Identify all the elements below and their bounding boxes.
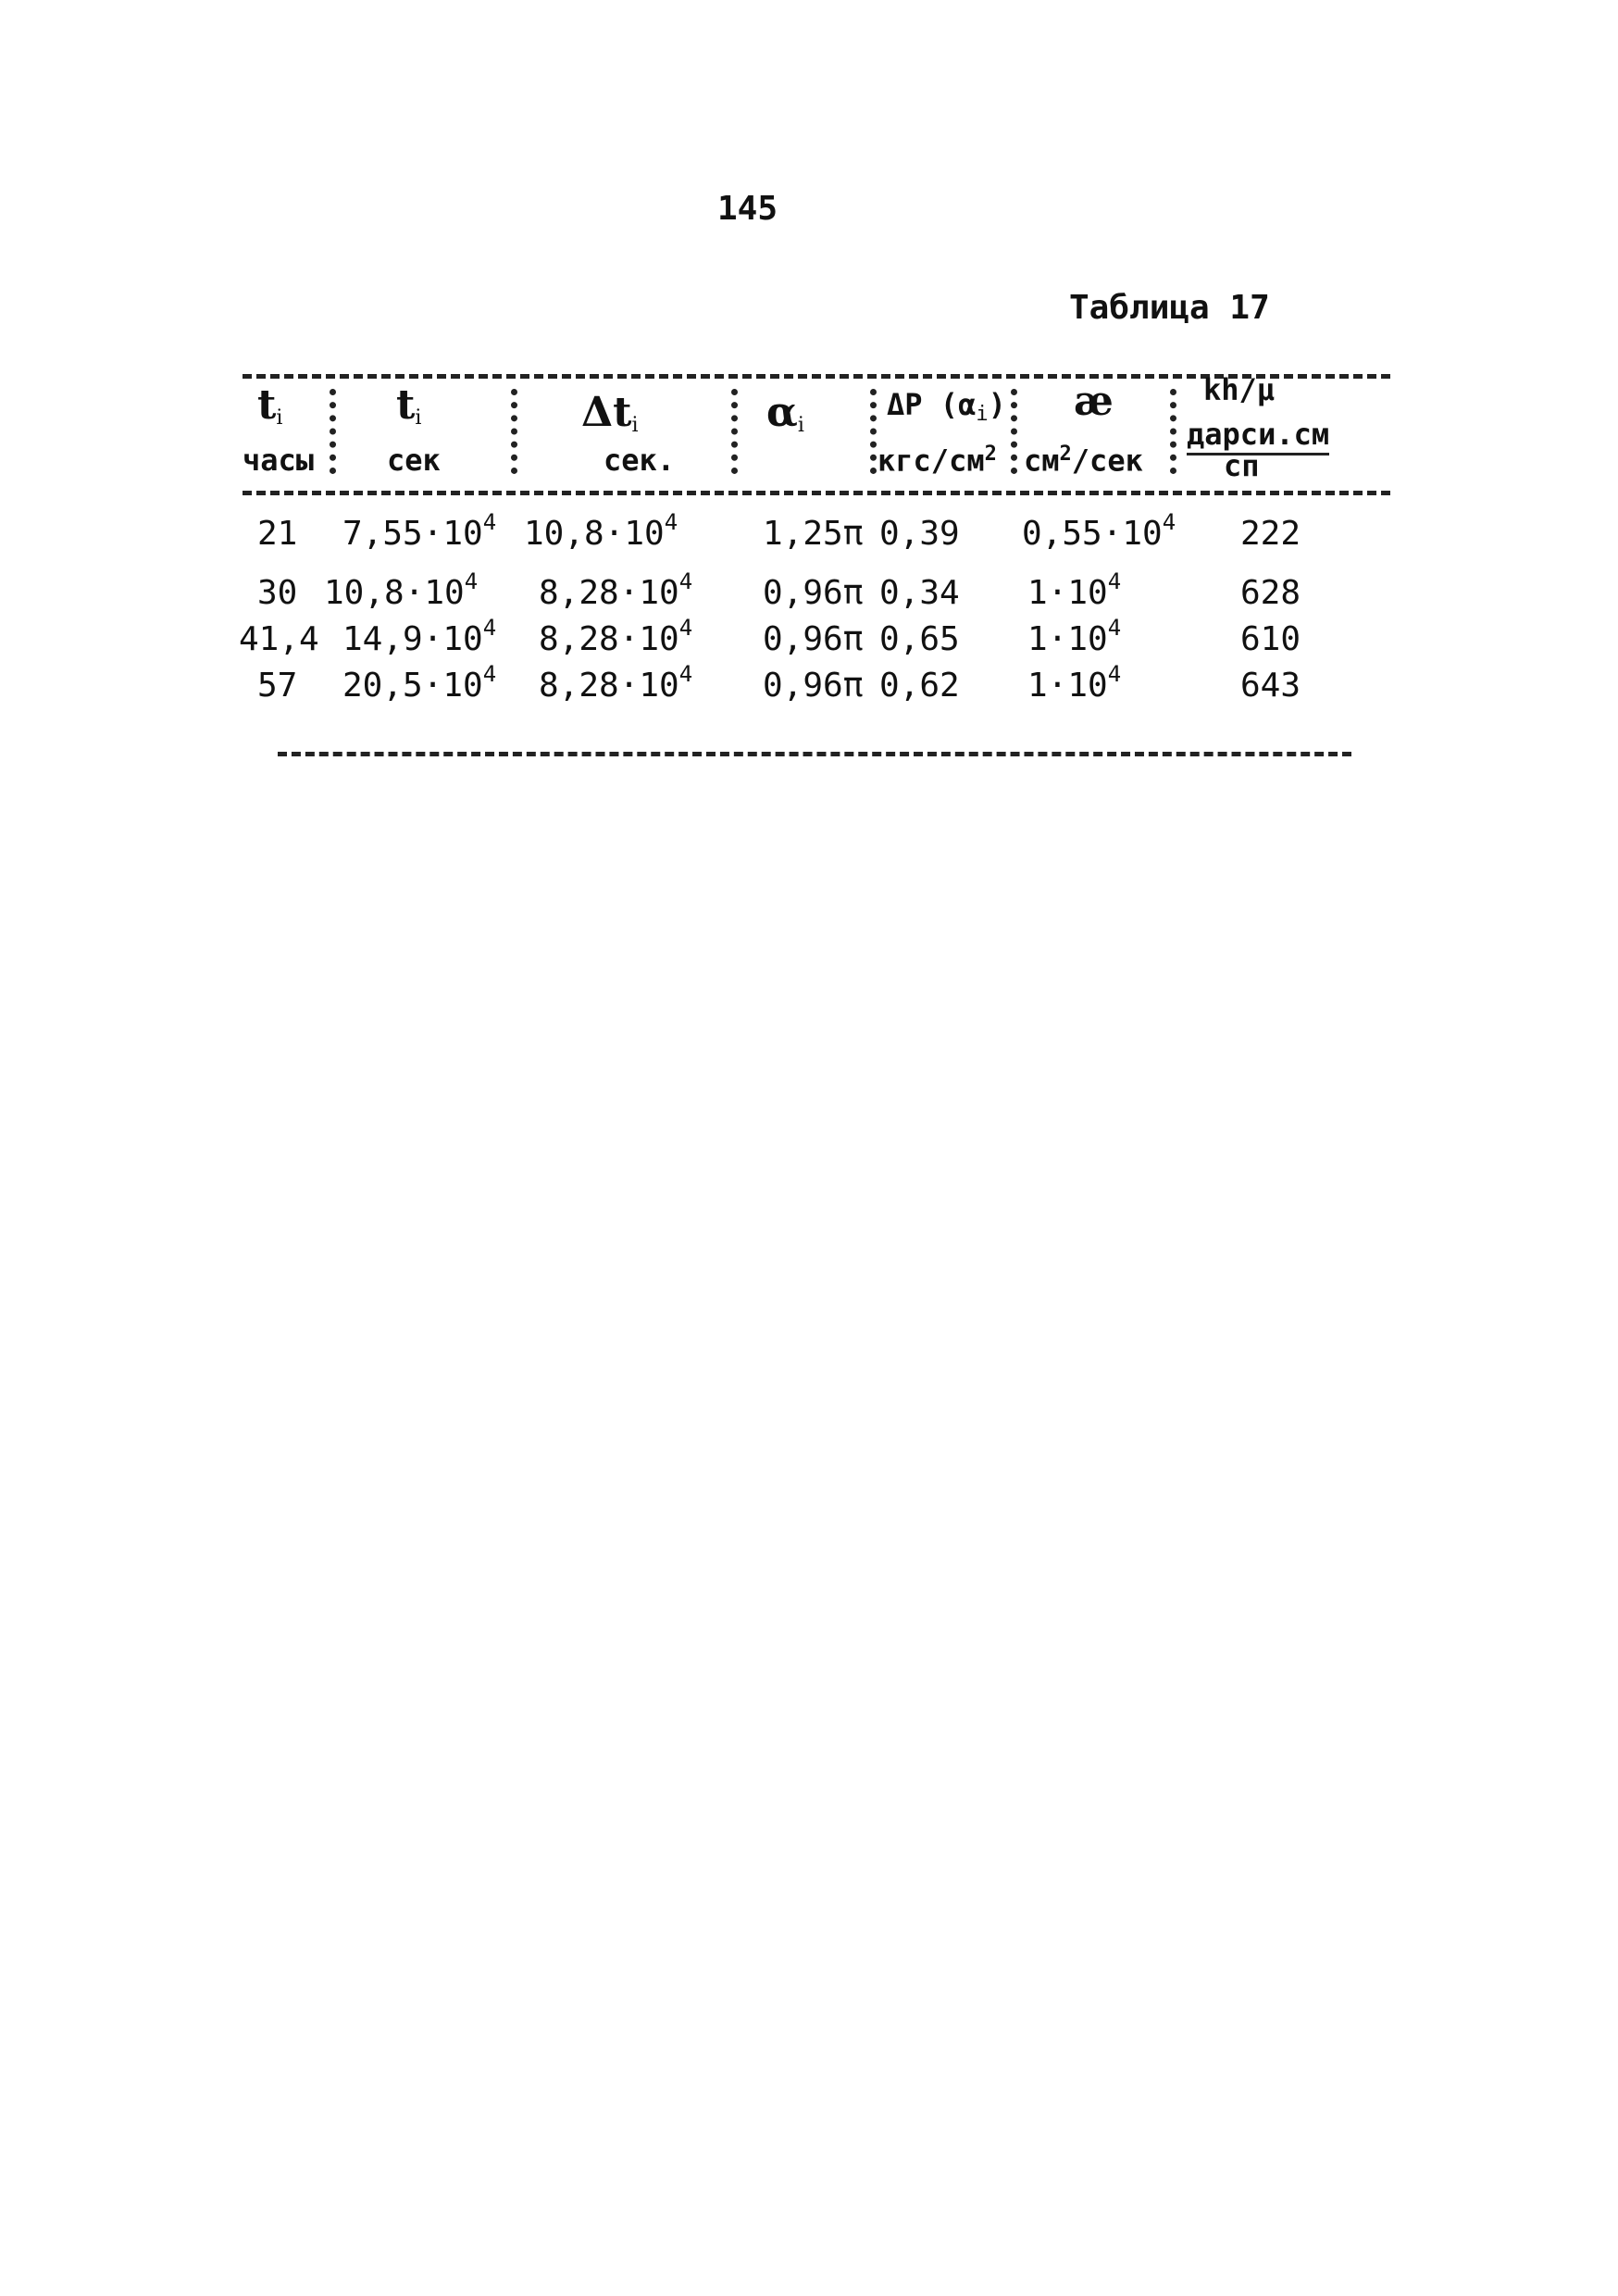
header-col4-symbol: αi <box>766 389 804 437</box>
cell-kh-mu: 222 <box>1240 515 1301 553</box>
header-separator <box>1011 389 1017 474</box>
table-bottom-rule <box>278 752 1351 756</box>
header-separator <box>330 389 336 474</box>
cell-diffusivity: $1\cdot 10^4$ <box>1027 568 1122 612</box>
header-separator <box>870 389 877 474</box>
cell-alpha: 1,25π <box>763 515 864 553</box>
header-col3-symbol: Δti <box>581 389 639 437</box>
cell-time-seconds: $7,55\cdot 10^4$ <box>342 509 497 553</box>
header-col5-symbol: ΔP (αi) <box>887 387 1006 426</box>
cell-diffusivity: $0,55\cdot 10^4$ <box>1022 509 1176 553</box>
cell-delta-t: $8,28\cdot 10^4$ <box>539 568 693 612</box>
cell-alpha: 0,96π <box>763 574 864 612</box>
header-col7-unit-den: сп <box>1224 448 1260 483</box>
header-col7-symbol: kh/μ <box>1203 372 1276 407</box>
cell-time-hours: 41,4 <box>239 620 319 658</box>
cell-kh-mu: 643 <box>1240 667 1301 705</box>
cell-delta-p: 0,39 <box>879 515 960 553</box>
header-col2-unit: сек <box>387 443 441 478</box>
table-title: Таблица 17 <box>1069 289 1270 327</box>
cell-diffusivity: $1\cdot 10^4$ <box>1027 661 1122 705</box>
cell-delta-t: $8,28\cdot 10^4$ <box>539 615 693 658</box>
cell-time-hours: 30 <box>257 574 298 612</box>
cell-time-seconds: $20,5\cdot 10^4$ <box>342 661 497 705</box>
table-header-rule <box>243 491 1390 495</box>
cell-kh-mu: 610 <box>1240 620 1301 658</box>
header-col2-symbol: ti <box>396 381 422 430</box>
cell-delta-t: $10,8\cdot 10^4$ <box>524 509 678 553</box>
header-separator <box>1170 389 1176 474</box>
cell-time-hours: 57 <box>257 667 298 705</box>
header-col5-unit: кгс/$см^2$ <box>877 443 997 479</box>
cell-delta-t: $8,28\cdot 10^4$ <box>539 661 693 705</box>
header-col6-unit: $см^2$/сек <box>1024 443 1143 479</box>
header-col3-unit: сек. <box>604 443 676 478</box>
cell-time-seconds: $14,9\cdot 10^4$ <box>342 615 497 658</box>
cell-delta-p: 0,34 <box>879 574 960 612</box>
cell-alpha: 0,96π <box>763 667 864 705</box>
header-col6-symbol: æ <box>1074 378 1114 425</box>
header-separator <box>731 389 738 474</box>
cell-time-hours: 21 <box>257 515 298 553</box>
page-number: 145 <box>717 190 778 228</box>
header-col1-unit: часы <box>243 443 315 478</box>
cell-delta-p: 0,62 <box>879 667 960 705</box>
cell-delta-p: 0,65 <box>879 620 960 658</box>
cell-diffusivity: $1\cdot 10^4$ <box>1027 615 1122 658</box>
header-col1-symbol: ti <box>257 381 283 430</box>
cell-time-seconds: $10,8\cdot 10^4$ <box>324 568 479 612</box>
header-col7-unit-num: дарси.см <box>1187 417 1329 452</box>
header-separator <box>511 389 517 474</box>
cell-kh-mu: 628 <box>1240 574 1301 612</box>
cell-alpha: 0,96π <box>763 620 864 658</box>
